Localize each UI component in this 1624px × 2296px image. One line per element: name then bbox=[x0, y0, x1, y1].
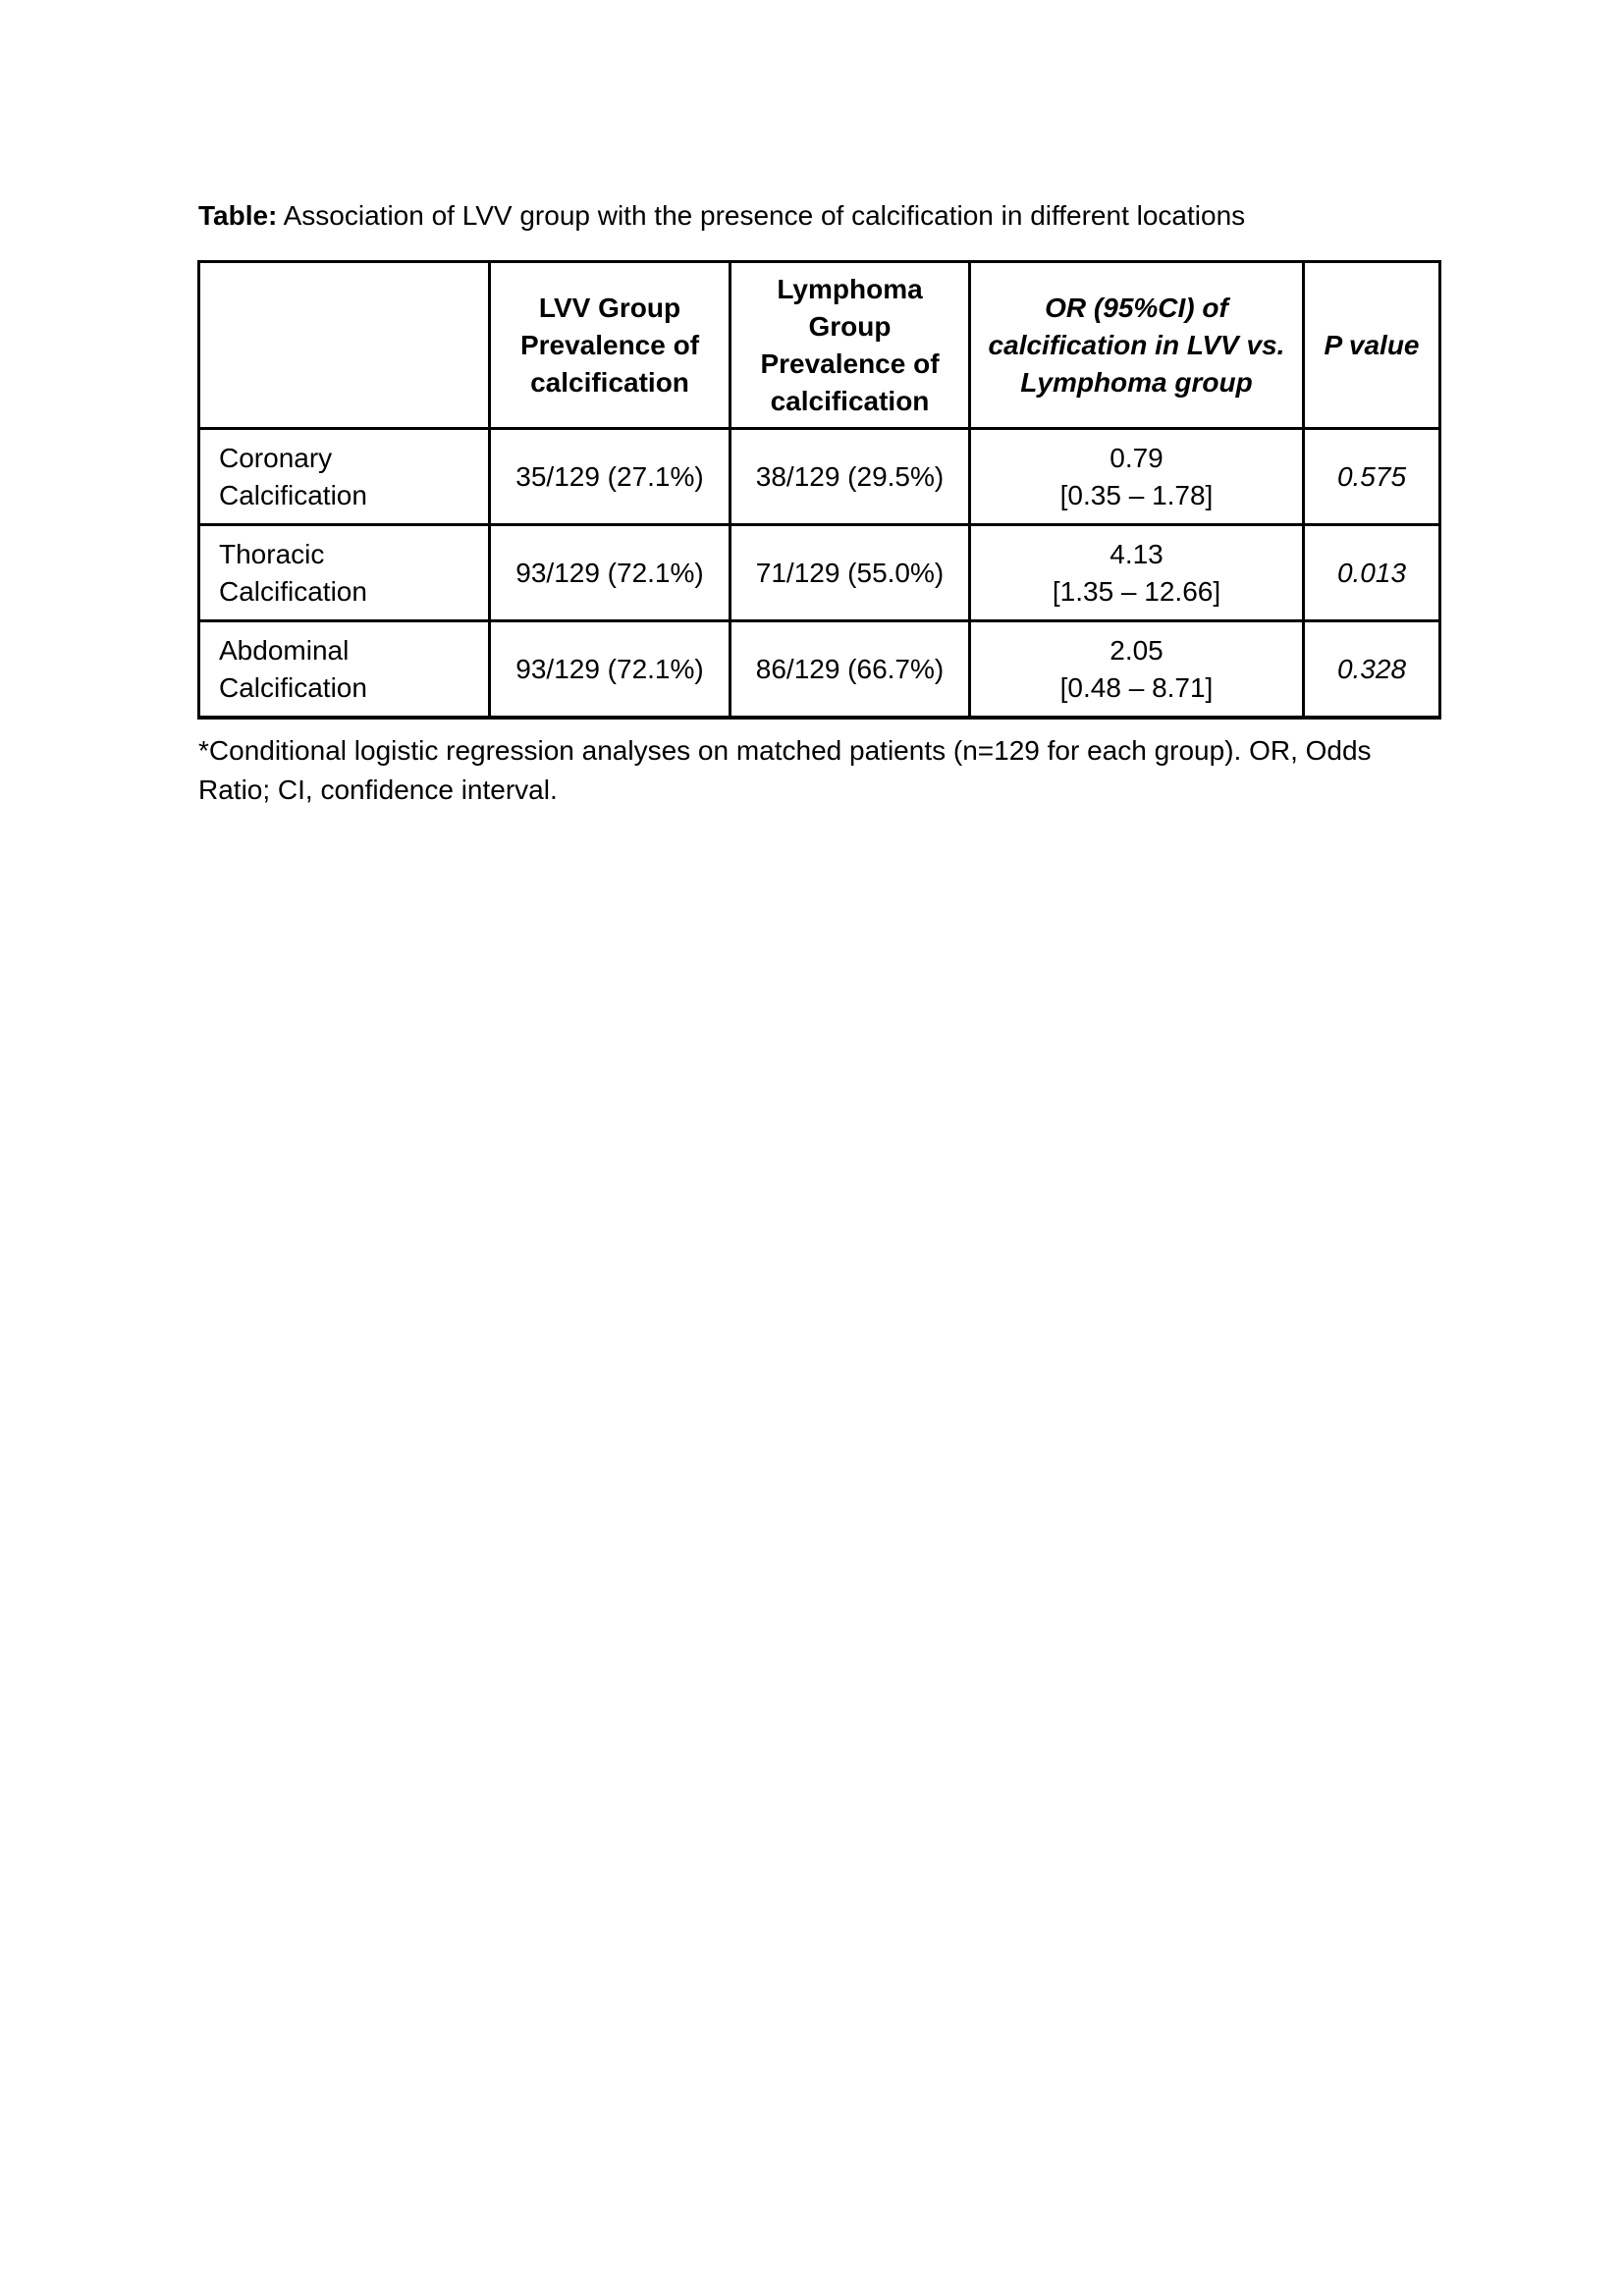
odds-ratio-value: 4.13 bbox=[1110, 538, 1164, 569]
header-p-value: P value bbox=[1304, 262, 1440, 429]
row-label: Abdominal Calcification bbox=[199, 621, 490, 719]
table-row bbox=[199, 525, 1440, 621]
p-value-cell: 0.013 bbox=[1304, 525, 1440, 621]
caption-lead: Table: bbox=[198, 200, 278, 231]
lymphoma-prevalence-cell: 86/129 (66.7%) bbox=[731, 621, 970, 719]
row-label: Coronary Calcification bbox=[199, 429, 490, 525]
confidence-interval: [0.48 – 8.71] bbox=[1059, 671, 1214, 703]
header-lymphoma-prevalence: Lymphoma Group Prevalence of calcification bbox=[731, 262, 970, 429]
confidence-interval: [0.35 – 1.78] bbox=[1059, 479, 1214, 510]
lvv-prevalence-cell: 35/129 (27.1%) bbox=[490, 429, 731, 525]
caption-text: Association of LVV group with the presence of calcification in different locations bbox=[277, 200, 1246, 231]
odds-ratio-cell bbox=[970, 525, 1304, 621]
odds-ratio-cell bbox=[970, 621, 1304, 719]
p-value-cell: 0.575 bbox=[1304, 429, 1440, 525]
odds-ratio-value: 2.05 bbox=[1110, 634, 1164, 666]
table-caption bbox=[198, 196, 1475, 236]
header-empty-cell bbox=[199, 262, 490, 429]
p-value-cell: 0.328 bbox=[1304, 621, 1440, 719]
odds-ratio-value: 0.79 bbox=[1110, 442, 1164, 473]
lymphoma-prevalence-cell: 38/129 (29.5%) bbox=[731, 429, 970, 525]
row-label: Thoracic Calcification bbox=[199, 525, 490, 621]
lymphoma-prevalence-cell: 71/129 (55.0%) bbox=[731, 525, 970, 621]
lvv-prevalence-cell: 93/129 (72.1%) bbox=[490, 525, 731, 621]
table-header-row bbox=[199, 262, 1440, 429]
calcification-table bbox=[197, 260, 1441, 720]
header-lvv-prevalence: LVV Group Prevalence of calcification bbox=[490, 262, 731, 429]
odds-ratio-cell bbox=[970, 429, 1304, 525]
table-footnote: *Conditional logistic regression analyses on matched patients (n=129 for each group). OR, Odds Ratio; CI, confidence interval. bbox=[198, 735, 1372, 805]
lvv-prevalence-cell: 93/129 (72.1%) bbox=[490, 621, 731, 719]
header-odds-ratio: OR (95%CI) of calcification in LVV vs. Lymphoma group bbox=[970, 262, 1304, 429]
table-row bbox=[199, 621, 1440, 719]
confidence-interval: [1.35 – 12.66] bbox=[1052, 575, 1221, 607]
table-row bbox=[199, 429, 1440, 525]
